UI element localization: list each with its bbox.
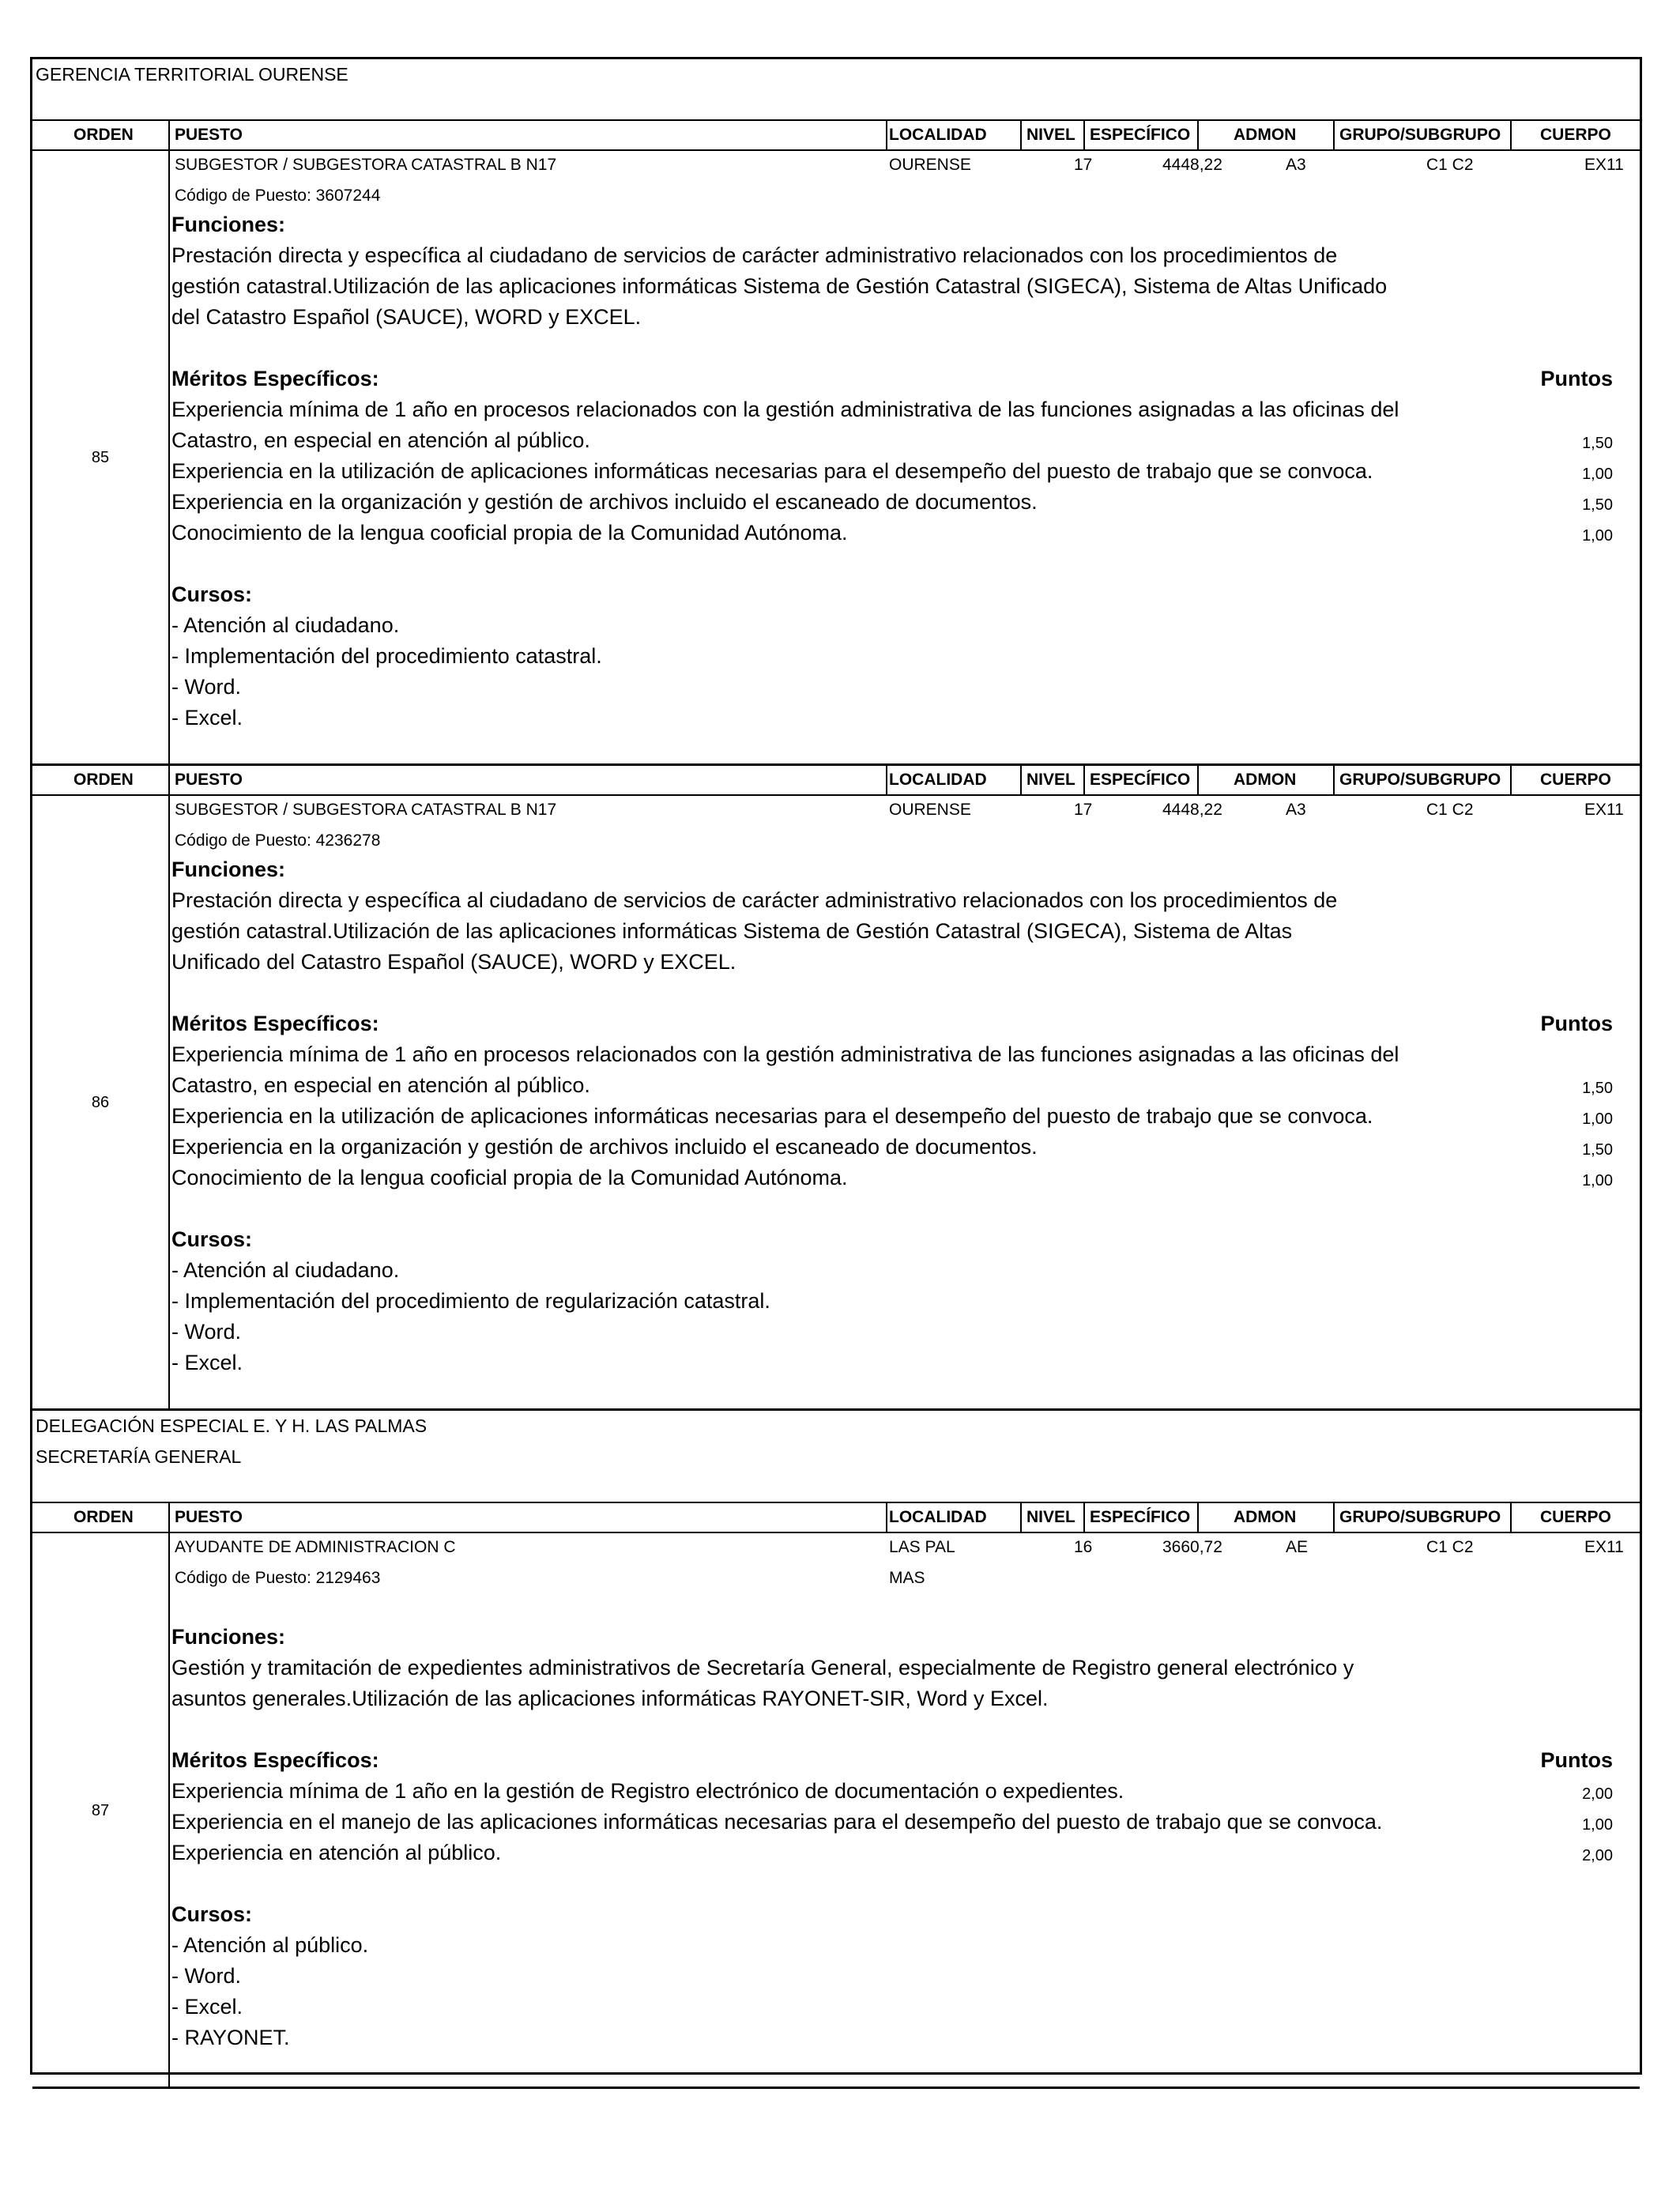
- column-header-puesto: PUESTO: [175, 771, 243, 789]
- column-header-especifico: ESPECÍFICO: [1090, 1508, 1191, 1526]
- puesto-code: Código de Puesto: 4236278: [175, 831, 381, 850]
- column-header-cuerpo: CUERPO: [1540, 1508, 1611, 1526]
- curso-item: - Atención al ciudadano.: [171, 1258, 400, 1282]
- meritos-heading: Méritos Específicos:: [171, 367, 379, 390]
- column-header-admon: ADMON: [1234, 771, 1297, 789]
- especifico-value: 4448,22: [1162, 801, 1222, 819]
- funciones-heading: Funciones:: [171, 858, 286, 881]
- column-header-puesto: PUESTO: [175, 126, 243, 144]
- column-divider: [1020, 766, 1022, 796]
- merito-text: Catastro, en especial en atención al público.: [171, 428, 590, 452]
- meritos-heading: Méritos Específicos:: [171, 1012, 379, 1035]
- column-divider: [1333, 766, 1335, 796]
- column-divider: [1197, 766, 1199, 796]
- especifico-value: 4448,22: [1162, 156, 1222, 174]
- orden-number: 86: [91, 1094, 110, 1111]
- merito-text: Experiencia en la organización y gestión de archivos incluido el escaneado de documentos.: [171, 1135, 1038, 1159]
- column-divider: [1020, 1503, 1022, 1533]
- especifico-value: 3660,72: [1162, 1538, 1222, 1556]
- column-header-nivel: NIVEL: [1026, 126, 1075, 144]
- section-title-line: GERENCIA TERRITORIAL OURENSE: [36, 64, 348, 85]
- merito-puntos: 1,50: [1582, 1141, 1613, 1159]
- column-divider: [1333, 1503, 1335, 1533]
- section-title-line: SECRETARÍA GENERAL: [36, 1446, 242, 1467]
- admon-value: AE: [1286, 1538, 1309, 1556]
- merito-text: Experiencia mínima de 1 año en procesos relacionados con la gestión administrativa de las funciones asignadas a las oficinas del: [171, 1042, 1399, 1066]
- cuerpo-value: EX11: [1584, 1538, 1624, 1556]
- merito-puntos: 1,50: [1582, 1080, 1613, 1097]
- orden-number: 87: [91, 1801, 110, 1819]
- position-block: [32, 1533, 1640, 2089]
- column-header-orden: ORDEN: [73, 1508, 134, 1526]
- curso-item: - Atención al público.: [171, 1933, 369, 1957]
- cursos-heading: Cursos:: [171, 1902, 253, 1926]
- column-header-localidad: LOCALIDAD: [889, 126, 987, 144]
- orden-divider: [168, 796, 170, 1408]
- merito-text: Experiencia en el manejo de las aplicaciones informáticas necesarias para el desempeño del puesto de trabajo que se convoca.: [171, 1810, 1383, 1834]
- column-divider: [1510, 766, 1512, 796]
- grupo-value: C1 C2: [1426, 1538, 1474, 1556]
- column-header-puesto: PUESTO: [175, 1508, 243, 1526]
- curso-item: - Word.: [171, 1964, 242, 1988]
- curso-item: - Word.: [171, 1320, 242, 1344]
- position-block: [32, 796, 1640, 1411]
- column-divider: [886, 1503, 887, 1533]
- puntos-heading: Puntos: [1540, 1012, 1613, 1035]
- column-header-grupo: GRUPO/SUBGRUPO: [1339, 126, 1501, 144]
- column-divider: [1197, 1503, 1199, 1533]
- merito-puntos: 1,50: [1582, 435, 1613, 452]
- curso-item: - Excel.: [171, 1995, 243, 2019]
- merito-text: Experiencia mínima de 1 año en la gestión de Registro electrónico de documentación o expedientes.: [171, 1779, 1124, 1803]
- grupo-value: C1 C2: [1426, 156, 1474, 174]
- column-header-nivel: NIVEL: [1026, 771, 1075, 789]
- localidad-value: OURENSE: [889, 156, 971, 174]
- column-divider: [168, 766, 170, 796]
- column-divider: [168, 121, 170, 151]
- column-header-row: [32, 1503, 1640, 1533]
- column-header-admon: ADMON: [1234, 1508, 1297, 1526]
- funciones-text: gestión catastral.Utilización de las aplicaciones informáticas Sistema de Gestión Catastral (SIGECA), Sistema de Altas: [171, 919, 1293, 943]
- funciones-text: Prestación directa y específica al ciudadano de servicios de carácter administrativo relacionados con los procedimientos de: [171, 243, 1338, 267]
- funciones-text: Unificado del Catastro Español (SAUCE), WORD y EXCEL.: [171, 950, 736, 974]
- column-divider: [1083, 121, 1085, 151]
- cursos-heading: Cursos:: [171, 582, 253, 606]
- merito-puntos: 1,00: [1582, 466, 1613, 483]
- column-divider: [1510, 121, 1512, 151]
- funciones-heading: Funciones:: [171, 1625, 286, 1649]
- puntos-heading: Puntos: [1540, 1748, 1613, 1772]
- merito-puntos: 1,00: [1582, 1816, 1613, 1834]
- localidad-value: OURENSE: [889, 801, 971, 819]
- column-header-cuerpo: CUERPO: [1540, 771, 1611, 789]
- puesto-code: Código de Puesto: 3607244: [175, 187, 381, 205]
- curso-item: - Excel.: [171, 706, 243, 729]
- merito-text: Conocimiento de la lengua cooficial propia de la Comunidad Autónoma.: [171, 1166, 848, 1189]
- column-divider: [1197, 121, 1199, 151]
- puesto-code: Código de Puesto: 2129463: [175, 1569, 381, 1587]
- section-title-line: DELEGACIÓN ESPECIAL E. Y H. LAS PALMAS: [36, 1416, 428, 1436]
- column-header-localidad: LOCALIDAD: [889, 1508, 987, 1526]
- merito-text: Experiencia en la utilización de aplicaciones informáticas necesarias para el desempeño del puesto de trabajo que se convoca.: [171, 459, 1373, 483]
- merito-puntos: 1,50: [1582, 496, 1613, 514]
- curso-item: - Word.: [171, 675, 242, 699]
- cursos-heading: Cursos:: [171, 1227, 253, 1251]
- orden-divider: [168, 151, 170, 763]
- orden-number: 85: [91, 449, 110, 466]
- column-header-grupo: GRUPO/SUBGRUPO: [1339, 771, 1501, 789]
- puesto-name: AYUDANTE DE ADMINISTRACION C: [175, 1538, 456, 1556]
- puesto-name: SUBGESTOR / SUBGESTORA CATASTRAL B N17: [175, 156, 557, 174]
- nivel-value: 17: [1074, 801, 1093, 819]
- merito-puntos: 1,00: [1582, 527, 1613, 545]
- merito-puntos: 2,00: [1582, 1847, 1613, 1864]
- puntos-heading: Puntos: [1540, 367, 1613, 390]
- column-header-nivel: NIVEL: [1026, 1508, 1075, 1526]
- merito-text: Experiencia en la utilización de aplicaciones informáticas necesarias para el desempeño del puesto de trabajo que se convoca.: [171, 1104, 1373, 1128]
- column-header-row: [32, 121, 1640, 151]
- orden-divider: [168, 1533, 170, 2087]
- merito-puntos: 1,00: [1582, 1172, 1613, 1189]
- column-header-cuerpo: CUERPO: [1540, 126, 1611, 144]
- section-heading: [32, 1411, 1640, 1503]
- funciones-heading: Funciones:: [171, 213, 286, 236]
- column-header-grupo: GRUPO/SUBGRUPO: [1339, 1508, 1501, 1526]
- document-table: [30, 57, 1642, 2075]
- curso-item: - Excel.: [171, 1351, 243, 1374]
- funciones-text: Prestación directa y específica al ciudadano de servicios de carácter administrativo relacionados con los procedimientos de: [171, 888, 1338, 912]
- merito-text: Experiencia en la organización y gestión de archivos incluido el escaneado de documentos.: [171, 490, 1038, 514]
- position-block: [32, 151, 1640, 766]
- admon-value: A3: [1286, 156, 1306, 174]
- merito-text: Conocimiento de la lengua cooficial propia de la Comunidad Autónoma.: [171, 521, 848, 545]
- column-header-orden: ORDEN: [73, 126, 134, 144]
- funciones-text: gestión catastral.Utilización de las aplicaciones informáticas Sistema de Gestión Catastral (SIGECA), Sistema de Altas Unificado: [171, 274, 1388, 298]
- cuerpo-value: EX11: [1584, 156, 1624, 174]
- curso-item: - RAYONET.: [171, 2026, 290, 2049]
- merito-text: Experiencia en atención al público.: [171, 1841, 502, 1864]
- column-divider: [1083, 766, 1085, 796]
- merito-text: Experiencia mínima de 1 año en procesos relacionados con la gestión administrativa de las funciones asignadas a las oficinas del: [171, 398, 1399, 421]
- funciones-text: asuntos generales.Utilización de las aplicaciones informáticas RAYONET-SIR, Word y Excel.: [171, 1687, 1049, 1710]
- column-divider: [1510, 1503, 1512, 1533]
- curso-item: - Atención al ciudadano.: [171, 613, 400, 637]
- column-header-localidad: LOCALIDAD: [889, 771, 987, 789]
- column-header-especifico: ESPECÍFICO: [1090, 126, 1191, 144]
- column-divider: [168, 1503, 170, 1533]
- column-divider: [1020, 121, 1022, 151]
- meritos-heading: Méritos Específicos:: [171, 1748, 379, 1772]
- admon-value: A3: [1286, 801, 1306, 819]
- column-divider: [1333, 121, 1335, 151]
- cuerpo-value: EX11: [1584, 801, 1624, 819]
- column-divider: [886, 121, 887, 151]
- nivel-value: 16: [1074, 1538, 1093, 1556]
- column-divider: [1083, 1503, 1085, 1533]
- column-header-orden: ORDEN: [73, 771, 134, 789]
- funciones-text: Gestión y tramitación de expedientes administrativos de Secretaría General, especialmente de Registro general electrónico y: [171, 1656, 1354, 1679]
- section-heading: [32, 59, 1640, 121]
- column-header-admon: ADMON: [1234, 126, 1297, 144]
- curso-item: - Implementación del procedimiento catastral.: [171, 644, 602, 668]
- funciones-text: del Catastro Español (SAUCE), WORD y EXCEL.: [171, 305, 642, 329]
- puesto-name: SUBGESTOR / SUBGESTORA CATASTRAL B N17: [175, 801, 557, 819]
- localidad-value: LAS PAL: [889, 1538, 955, 1556]
- nivel-value: 17: [1074, 156, 1093, 174]
- merito-puntos: 2,00: [1582, 1785, 1613, 1803]
- curso-item: - Implementación del procedimiento de regularización catastral.: [171, 1289, 770, 1313]
- merito-puntos: 1,00: [1582, 1110, 1613, 1128]
- column-divider: [886, 766, 887, 796]
- localidad-value-cont: MAS: [889, 1569, 925, 1587]
- grupo-value: C1 C2: [1426, 801, 1474, 819]
- column-header-row: [32, 766, 1640, 796]
- merito-text: Catastro, en especial en atención al público.: [171, 1073, 590, 1097]
- column-header-especifico: ESPECÍFICO: [1090, 771, 1191, 789]
